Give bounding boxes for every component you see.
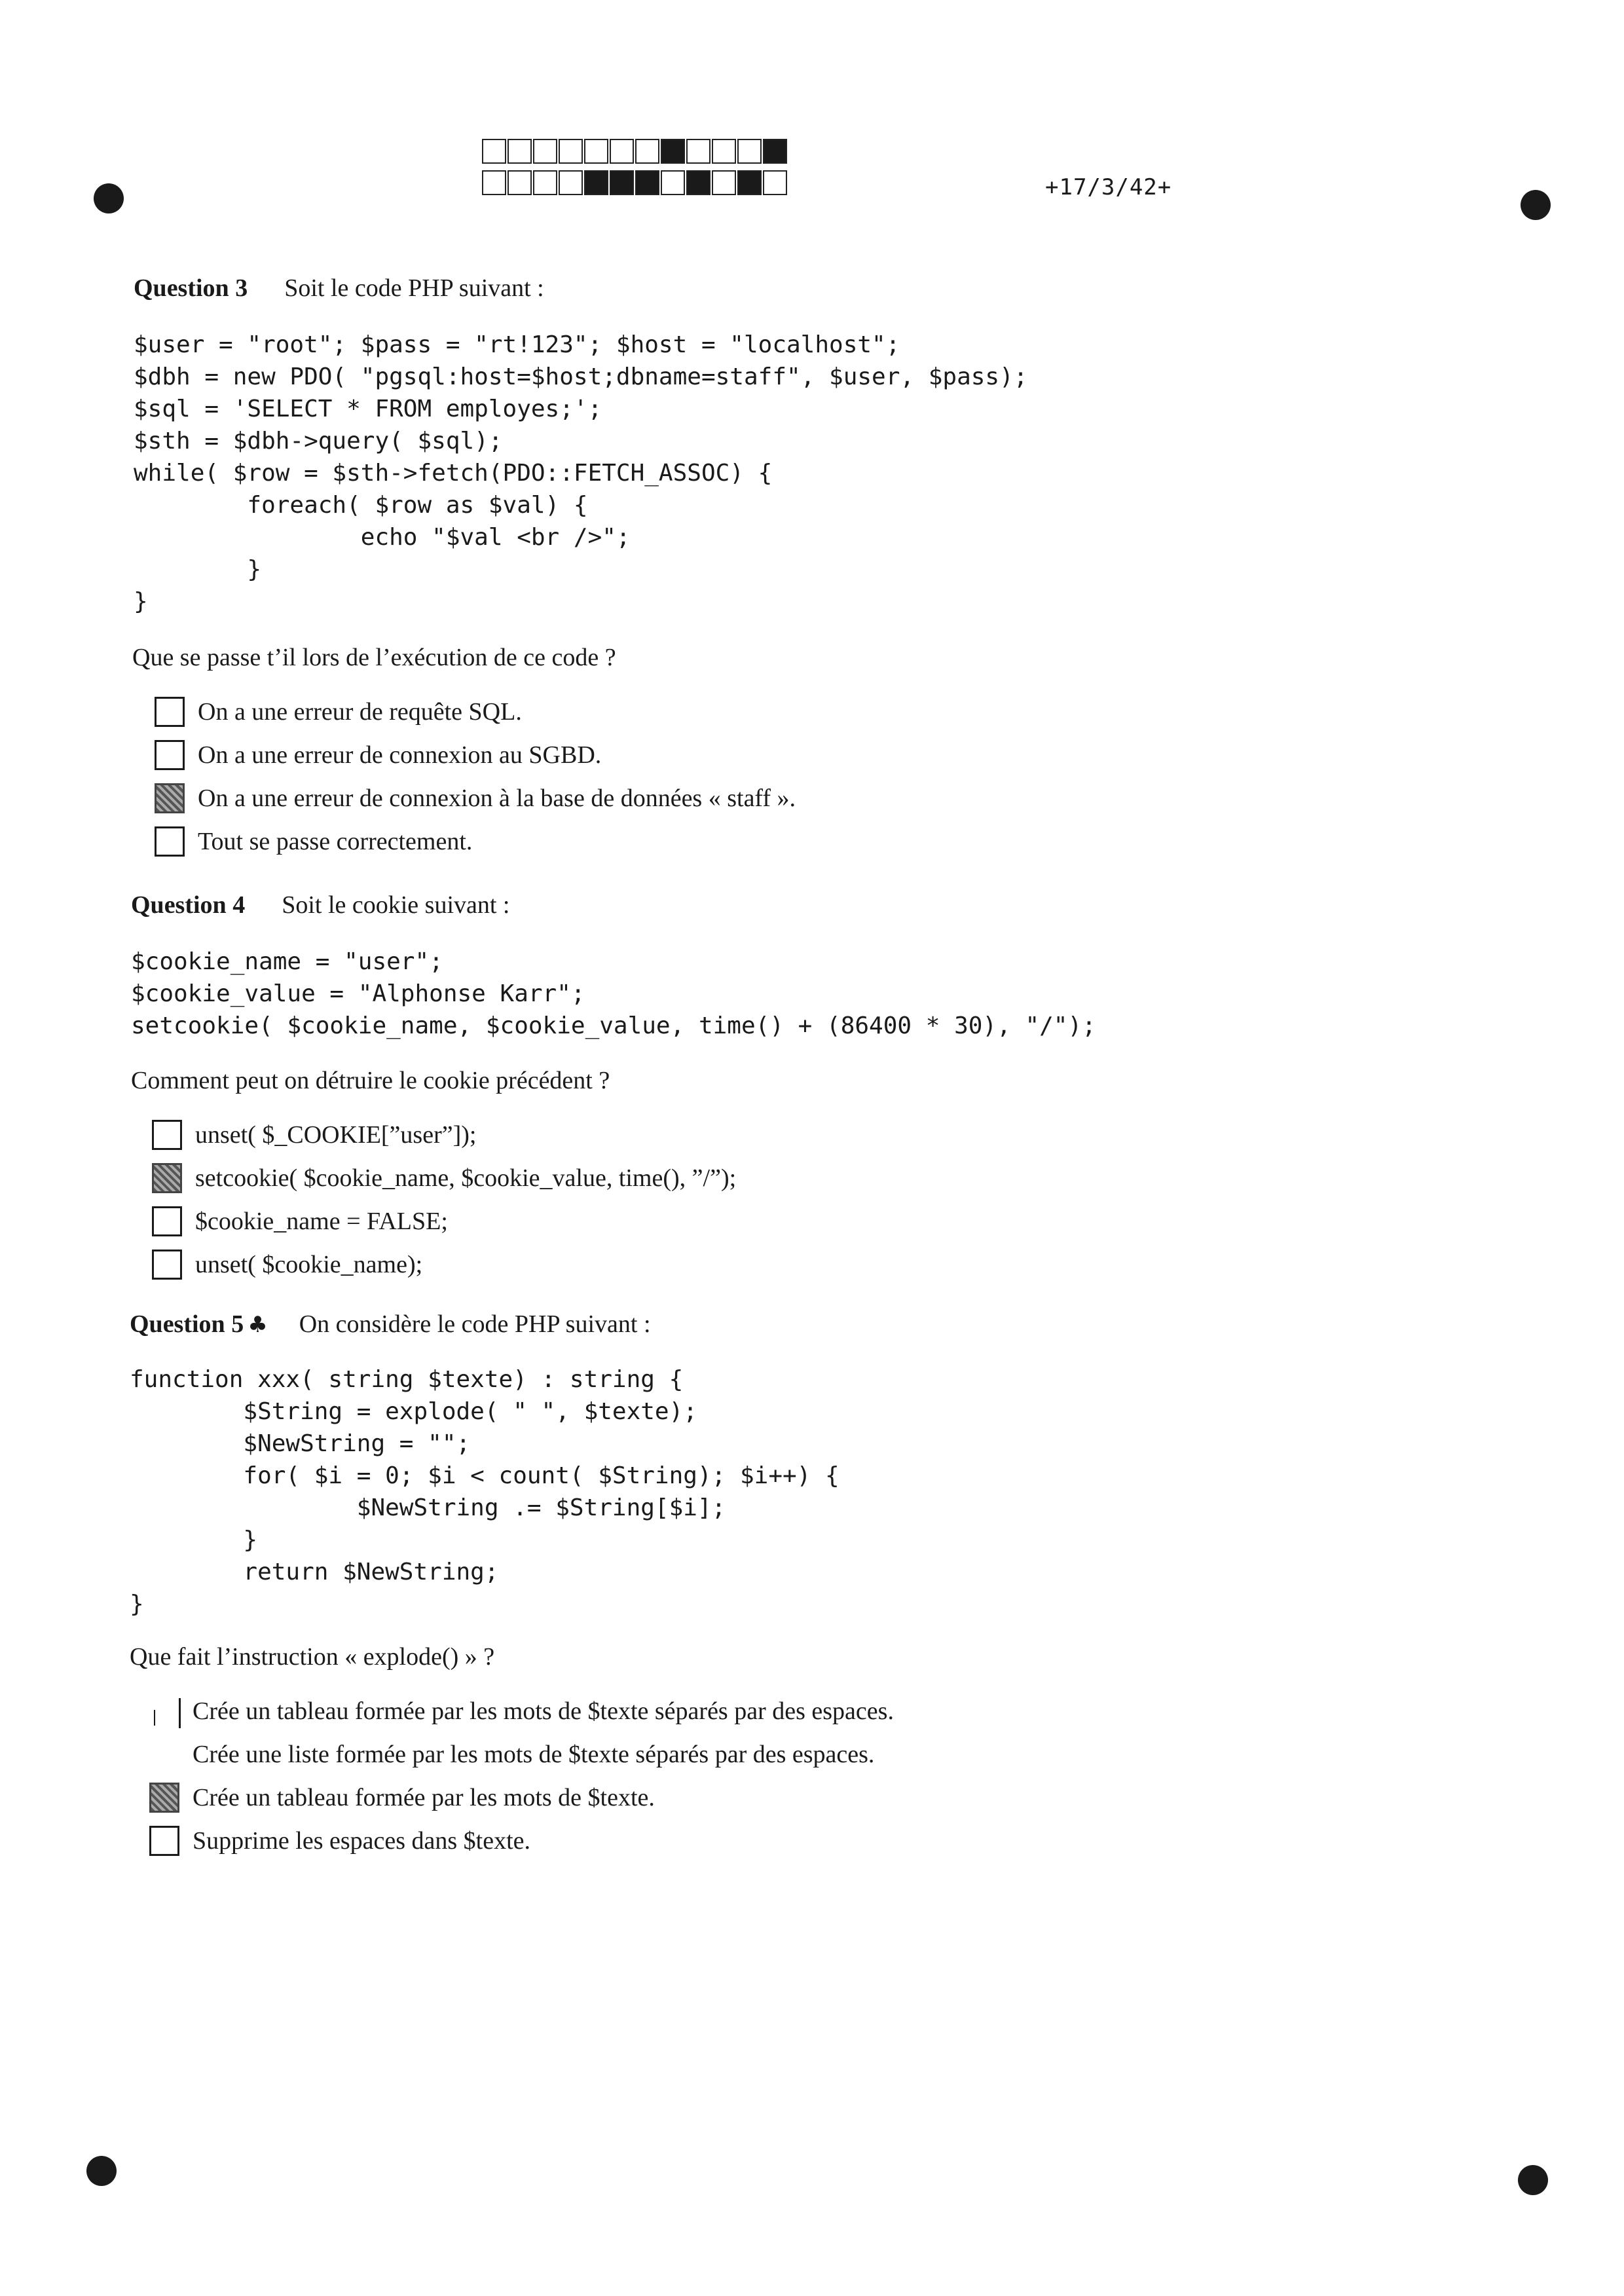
code-line: function xxx( string $texte) : string { [130, 1366, 684, 1393]
answer-option[interactable] [155, 690, 796, 733]
question-5-answers [149, 1690, 894, 1862]
id-grid-cell [559, 139, 583, 164]
answer-checkbox[interactable] [155, 740, 185, 770]
id-grid-cell [559, 170, 583, 195]
answer-text: Supprime les espaces dans $texte. [193, 1827, 531, 1855]
question-3-prompt: Que se passe t’il lors de l’exécution de ce code ? [132, 644, 616, 671]
answer-option[interactable] [152, 1200, 736, 1243]
answer-option[interactable] [152, 1113, 736, 1157]
club-icon: ♣ [248, 1312, 268, 1338]
question-number: Question 3 [134, 274, 248, 302]
id-grid-cell [661, 170, 685, 195]
id-grid-cell [712, 139, 736, 164]
answer-checkbox[interactable] [152, 1250, 182, 1280]
question-3-code [134, 329, 1027, 618]
id-grid-cell [686, 139, 710, 164]
answer-checkbox[interactable] [149, 1696, 179, 1726]
registration-mark-bottom-right [1518, 2165, 1548, 2195]
code-line: } [134, 588, 148, 615]
id-grid-cell-filled [686, 170, 710, 195]
id-grid-cell-filled [584, 170, 608, 195]
answer-option[interactable] [155, 777, 796, 820]
question-3-answers [155, 690, 796, 863]
code-line: for( $i = 0; $i < count( $String); $i++) { [130, 1462, 840, 1489]
answer-text: Tout se passe correctement. [198, 828, 473, 855]
id-grid-cell [712, 170, 736, 195]
question-4-answers [152, 1113, 736, 1286]
answer-text: Crée un tableau formée par les mots de $texte séparés par des espaces. [193, 1697, 894, 1725]
code-line: } [130, 1591, 144, 1618]
question-3-header [134, 274, 544, 303]
code-line: $cookie_name = "user"; [131, 948, 443, 975]
id-grid-cell [763, 170, 787, 195]
answer-checkbox[interactable] [152, 1120, 182, 1150]
code-line: $sql = 'SELECT * FROM employes;'; [134, 396, 602, 422]
question-4-prompt: Comment peut on détruire le cookie précédent ? [131, 1067, 610, 1094]
answer-option[interactable] [149, 1733, 894, 1776]
code-line: while( $row = $sth->fetch(PDO::FETCH_ASSOC) { [134, 460, 773, 487]
code-line: $user = "root"; $pass = "rt!123"; $host = "localhost"; [134, 331, 900, 358]
code-line: $dbh = new PDO( "pgsql:host=$host;dbname=staff", $user, $pass); [134, 363, 1028, 390]
answer-text: setcookie( $cookie_name, $cookie_value, time(), ”/”); [195, 1164, 737, 1192]
answer-text: On a une erreur de connexion au SGBD. [198, 741, 602, 769]
code-line: $NewString = ""; [130, 1430, 471, 1457]
answer-checkbox[interactable] [152, 1206, 182, 1236]
page-id: +17/3/42+ [1045, 174, 1172, 200]
answer-option[interactable] [152, 1243, 736, 1286]
answer-checkbox[interactable] [149, 1739, 179, 1769]
id-grid-cell-filled [635, 170, 659, 195]
answer-checkbox-checked[interactable] [155, 783, 185, 813]
question-4-code [131, 946, 1096, 1042]
id-grid-cell [533, 170, 557, 195]
registration-mark-top-left [94, 183, 124, 213]
answer-checkbox[interactable] [149, 1826, 179, 1856]
id-grid-cell [507, 139, 532, 164]
code-line: return $NewString; [130, 1559, 499, 1585]
id-grid-cell [737, 139, 762, 164]
answer-text: $cookie_name = FALSE; [195, 1208, 448, 1235]
id-grid-row [482, 139, 788, 164]
student-id-grid [482, 139, 788, 202]
code-line: $String = explode( " ", $texte); [130, 1398, 697, 1425]
id-grid-cell [482, 170, 506, 195]
answer-text: On a une erreur de requête SQL. [198, 698, 522, 726]
code-line: echo "$val <br />"; [134, 524, 631, 551]
question-number: Question 4 [131, 891, 246, 919]
id-grid-cell [533, 139, 557, 164]
answer-option[interactable] [155, 733, 796, 777]
question-number: Question 5 ♣ [130, 1310, 268, 1338]
question-intro: Soit le cookie suivant : [282, 891, 510, 919]
id-grid-cell-filled [737, 170, 762, 195]
question-5-prompt: Que fait l’instruction « explode() » ? [130, 1643, 495, 1671]
registration-mark-top-right [1521, 190, 1551, 220]
id-grid-cell-filled [610, 170, 634, 195]
code-line: } [130, 1527, 258, 1553]
code-line: setcookie( $cookie_name, $cookie_value, time() + (86400 * 30), "/"); [131, 1012, 1096, 1039]
id-grid-cell [635, 139, 659, 164]
id-grid-cell [584, 139, 608, 164]
answer-option[interactable] [152, 1157, 736, 1200]
id-grid-cell-filled [763, 139, 787, 164]
question-4-header [131, 891, 510, 919]
code-line: } [134, 556, 262, 583]
question-5-header [130, 1310, 651, 1339]
answer-checkbox-checked[interactable] [149, 1783, 179, 1813]
id-grid-cell-filled [661, 139, 685, 164]
code-line: foreach( $row as $val) { [134, 492, 588, 519]
answer-checkbox[interactable] [155, 826, 185, 857]
answer-text: unset( $cookie_name); [195, 1251, 423, 1278]
code-line: $NewString .= $String[$i]; [130, 1494, 726, 1521]
answer-text: unset( $_COOKIE[”user”]); [195, 1121, 477, 1149]
answer-option[interactable] [149, 1776, 894, 1819]
question-intro: Soit le code PHP suivant : [284, 274, 544, 302]
answer-option[interactable] [155, 820, 796, 863]
code-line: $cookie_value = "Alphonse Karr"; [131, 980, 585, 1007]
question-5-code [130, 1363, 840, 1620]
registration-mark-bottom-left [86, 2156, 117, 2186]
answer-checkbox-checked[interactable] [152, 1163, 182, 1193]
answer-checkbox[interactable] [155, 697, 185, 727]
answer-text: On a une erreur de connexion à la base de données « staff ». [198, 785, 796, 812]
answer-text: Crée une liste formée par les mots de $texte séparés par des espaces. [193, 1741, 875, 1768]
id-grid-row [482, 170, 788, 195]
question-intro: On considère le code PHP suivant : [299, 1310, 651, 1338]
answer-text: Crée un tableau formée par les mots de $texte. [193, 1784, 655, 1811]
answer-option[interactable] [149, 1819, 894, 1862]
answer-option[interactable] [149, 1690, 894, 1733]
code-line: $sth = $dbh->query( $sql); [134, 428, 503, 454]
id-grid-cell [610, 139, 634, 164]
id-grid-cell [482, 139, 506, 164]
id-grid-cell [507, 170, 532, 195]
